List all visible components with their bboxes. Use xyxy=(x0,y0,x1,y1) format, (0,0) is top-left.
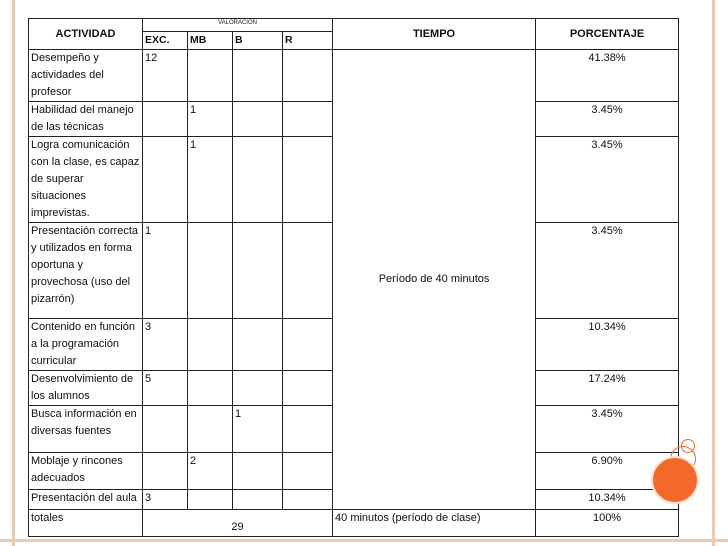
cell-exc: 3 xyxy=(143,490,188,510)
cell-actividad: Busca información en diversas fuentes xyxy=(29,406,143,453)
cell-r xyxy=(283,137,333,223)
cell-exc xyxy=(143,453,188,490)
frame-bottom-line xyxy=(0,539,728,542)
totals-label: totales xyxy=(29,510,143,537)
cell-exc: 12 xyxy=(143,50,188,102)
cell-exc xyxy=(143,102,188,137)
cell-b xyxy=(233,371,283,406)
cell-porcentaje: 3.45% xyxy=(536,102,679,137)
header-exc: EXC. xyxy=(143,32,188,50)
cell-actividad: Desenvolvimiento de los alumnos xyxy=(29,371,143,406)
header-actividad: ACTIVIDAD xyxy=(29,19,143,50)
cell-b xyxy=(233,490,283,510)
cell-r xyxy=(283,406,333,453)
cell-r xyxy=(283,453,333,490)
cell-r xyxy=(283,371,333,406)
header-b: B xyxy=(233,32,283,50)
cell-porcentaje: 3.45% xyxy=(536,137,679,223)
frame-left-line xyxy=(12,0,15,546)
cell-porcentaje: 10.34% xyxy=(536,490,679,510)
cell-actividad: Logra comunicación con la clase, es capaz de superar situaciones imprevistas. xyxy=(29,137,143,223)
cell-actividad: Presentación correcta y utilizados en forma oportuna y provechosa (uso del pizarrón) xyxy=(29,223,143,319)
cell-exc xyxy=(143,406,188,453)
cell-mb: 1 xyxy=(188,137,233,223)
header-row xyxy=(29,19,679,32)
cell-b xyxy=(233,319,283,371)
decorative-circle-filled xyxy=(651,456,699,504)
cell-mb xyxy=(188,490,233,510)
cell-mb: 1 xyxy=(188,102,233,137)
totals-tiempo: 40 minutos (período de clase) xyxy=(333,510,536,537)
cell-porcentaje: 17.24% xyxy=(536,371,679,406)
header-porcentaje: PORCENTAJE xyxy=(536,19,679,50)
table-row xyxy=(29,50,679,102)
cell-porcentaje: 3.45% xyxy=(536,223,679,319)
cell-exc: 1 xyxy=(143,223,188,319)
cell-b xyxy=(233,50,283,102)
cell-actividad: Habilidad del manejo de las técnicas xyxy=(29,102,143,137)
header-r: R xyxy=(283,32,333,50)
cell-b xyxy=(233,453,283,490)
cell-mb: 2 xyxy=(188,453,233,490)
header-tiempo: TIEMPO xyxy=(333,19,536,50)
cell-b: 1 xyxy=(233,406,283,453)
frame-right-line xyxy=(712,0,715,546)
cell-b xyxy=(233,102,283,137)
cell-porcentaje: 3.45% xyxy=(536,406,679,453)
cell-porcentaje: 10.34% xyxy=(536,319,679,371)
cell-r xyxy=(283,319,333,371)
cell-porcentaje: 41.38% xyxy=(536,50,679,102)
cell-r xyxy=(283,102,333,137)
cell-mb xyxy=(188,406,233,453)
cell-r xyxy=(283,50,333,102)
cell-mb xyxy=(188,319,233,371)
cell-b xyxy=(233,137,283,223)
cell-exc xyxy=(143,137,188,223)
cell-b xyxy=(233,223,283,319)
cell-actividad: Presentación del aula xyxy=(29,490,143,510)
cell-exc: 5 xyxy=(143,371,188,406)
header-mb: MB xyxy=(188,32,233,50)
cell-exc: 3 xyxy=(143,319,188,371)
cell-mb xyxy=(188,50,233,102)
cell-actividad: Contenido en función a la programación curricular xyxy=(29,319,143,371)
cell-porcentaje: 6.90% xyxy=(536,453,679,490)
cell-r xyxy=(283,490,333,510)
cell-mb xyxy=(188,371,233,406)
header-valoracion: VALORACIÓN xyxy=(143,19,333,32)
totals-value: 29 xyxy=(143,510,333,537)
totals-porcentaje: 100% xyxy=(536,510,679,537)
cell-mb xyxy=(188,223,233,319)
cell-actividad: Moblaje y rincones adecuados xyxy=(29,453,143,490)
cell-actividad: Desempeño y actividades del profesor xyxy=(29,50,143,102)
cell-r xyxy=(283,223,333,319)
evaluation-table xyxy=(28,18,679,537)
totals-row xyxy=(29,510,679,537)
cell-tiempo: Período de 40 minutos xyxy=(333,50,536,510)
